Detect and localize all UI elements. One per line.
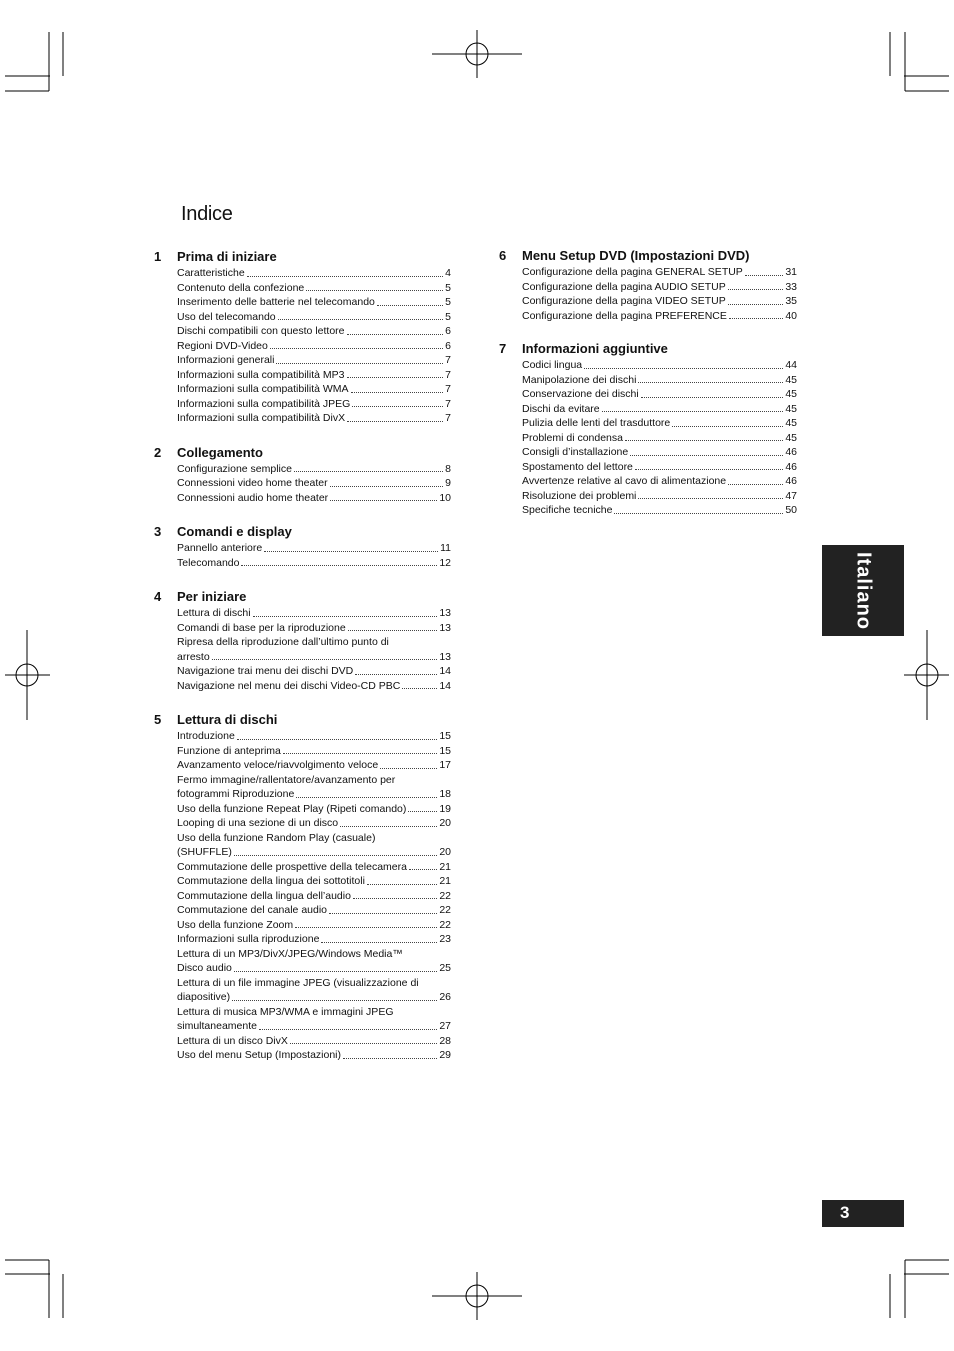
toc-entry-page: 22 bbox=[439, 918, 451, 931]
section-title: Menu Setup DVD (Impostazioni DVD) bbox=[522, 248, 750, 263]
toc-entry-label: Connessioni video home theater bbox=[177, 477, 328, 489]
toc-entry-label: Avanzamento veloce/riavvolgimento veloce bbox=[177, 759, 379, 771]
dot-leader bbox=[602, 411, 784, 412]
toc-entry[interactable] bbox=[177, 1019, 451, 1034]
toc-entry[interactable] bbox=[522, 474, 797, 489]
dot-leader bbox=[340, 826, 437, 827]
toc-entry-label: Commutazione della lingua dei sottotitoli bbox=[177, 875, 365, 887]
dot-leader bbox=[353, 898, 437, 899]
toc-entry[interactable] bbox=[177, 397, 451, 412]
dot-leader bbox=[212, 659, 438, 660]
toc-entry-page: 7 bbox=[445, 383, 451, 395]
toc-entry[interactable] bbox=[522, 373, 797, 388]
toc-section bbox=[499, 341, 797, 518]
toc-entry[interactable] bbox=[177, 368, 451, 383]
toc-entry-label: Introduzione bbox=[177, 730, 235, 742]
toc-entry-label-line[interactable]: Lettura di un file immagine JPEG (visualizzazione di bbox=[177, 976, 419, 989]
dot-leader bbox=[290, 1043, 437, 1044]
toc-entry-page: 14 bbox=[439, 665, 451, 677]
toc-entry-label: arresto bbox=[177, 650, 210, 663]
dot-leader bbox=[728, 289, 784, 290]
dot-leader bbox=[330, 500, 437, 501]
toc-entry[interactable] bbox=[177, 462, 451, 477]
toc-entry[interactable] bbox=[177, 324, 451, 339]
toc-entry[interactable] bbox=[177, 476, 451, 491]
toc-entry-page: 25 bbox=[439, 962, 451, 974]
section-heading bbox=[499, 341, 797, 358]
dot-leader bbox=[630, 455, 783, 456]
toc-entry[interactable] bbox=[522, 431, 797, 446]
toc-entry-label: Informazioni sulla compatibilità DivX bbox=[177, 412, 346, 424]
toc-entry-label: Looping di una sezione di un disco bbox=[177, 817, 339, 829]
dot-leader bbox=[264, 551, 438, 552]
dot-leader bbox=[347, 421, 443, 422]
toc-entry[interactable] bbox=[177, 787, 451, 802]
toc-entry-page: 22 bbox=[439, 889, 451, 902]
toc-entry-label: Dischi da evitare bbox=[522, 402, 600, 415]
toc-entry[interactable] bbox=[522, 503, 797, 518]
toc-entry-label: Commutazione delle prospettive della telecamera bbox=[177, 860, 407, 873]
dot-leader bbox=[402, 688, 437, 689]
section-heading bbox=[154, 712, 451, 729]
toc-entry-label: Commutazione del canale audio bbox=[177, 904, 328, 916]
dot-leader bbox=[321, 942, 437, 943]
toc-entry-page: 50 bbox=[785, 504, 797, 516]
toc-entry-label: Lettura di dischi bbox=[177, 607, 251, 619]
toc-right-column bbox=[499, 248, 797, 518]
dot-leader bbox=[247, 276, 443, 277]
toc-entry[interactable] bbox=[522, 460, 797, 475]
toc-entry-label: Informazioni sulla compatibilità MP3 bbox=[177, 368, 345, 381]
language-tab-label: Italiano bbox=[852, 551, 875, 630]
toc-entry[interactable] bbox=[177, 664, 451, 679]
dot-leader bbox=[377, 305, 443, 306]
toc-entry-page: 46 bbox=[785, 475, 797, 487]
toc-entry-page: 15 bbox=[439, 744, 451, 757]
toc-entry-page: 5 bbox=[445, 281, 451, 294]
toc-entry[interactable] bbox=[177, 679, 451, 694]
toc-entry-page: 14 bbox=[439, 679, 451, 692]
section-heading bbox=[154, 524, 451, 541]
dot-leader bbox=[234, 855, 437, 856]
toc-entry-label: Configurazione della pagina VIDEO SETUP bbox=[522, 295, 726, 307]
section-title: Lettura di dischi bbox=[177, 712, 278, 727]
toc-entry-page: 13 bbox=[439, 607, 451, 619]
toc-entry[interactable] bbox=[522, 489, 797, 504]
toc-entry-label: Connessioni audio home theater bbox=[177, 491, 329, 504]
toc-entry-page: 8 bbox=[445, 462, 451, 475]
toc-entry-page: 7 bbox=[445, 354, 451, 366]
dot-leader bbox=[278, 319, 444, 320]
dot-leader bbox=[232, 1000, 437, 1001]
toc-entry-list bbox=[177, 729, 451, 1063]
toc-entry[interactable] bbox=[177, 353, 451, 368]
toc-entry-page: 6 bbox=[445, 325, 451, 337]
toc-entry[interactable] bbox=[177, 918, 451, 933]
toc-entry-list bbox=[522, 265, 797, 323]
toc-entry[interactable] bbox=[177, 961, 451, 976]
toc-entry-label: Specifiche tecniche bbox=[522, 504, 613, 516]
dot-leader bbox=[729, 318, 783, 319]
dot-leader bbox=[295, 927, 437, 928]
toc-entry[interactable] bbox=[522, 294, 797, 309]
toc-entry-label: Telecomando bbox=[177, 556, 240, 569]
toc-entry[interactable] bbox=[177, 744, 451, 759]
toc-entry-page: 5 bbox=[445, 310, 451, 323]
toc-entry-label-line[interactable]: Lettura di musica MP3/WMA e immagini JPEG bbox=[177, 1005, 394, 1018]
dot-leader bbox=[638, 382, 783, 383]
toc-entry-page: 17 bbox=[439, 759, 451, 771]
dot-leader bbox=[408, 811, 437, 812]
dot-leader bbox=[635, 469, 783, 470]
toc-entry[interactable] bbox=[177, 541, 451, 556]
toc-entry[interactable] bbox=[177, 729, 451, 744]
toc-section bbox=[154, 589, 451, 693]
toc-entry-page: 18 bbox=[439, 788, 451, 800]
toc-entry-label: Informazioni sulla compatibilità WMA bbox=[177, 383, 349, 395]
toc-entry-page: 19 bbox=[439, 802, 451, 815]
toc-entry-label: Navigazione nel menu dei dischi Video-CD PBC bbox=[177, 679, 401, 692]
toc-entry-page: 28 bbox=[439, 1034, 451, 1047]
toc-entry-page: 29 bbox=[439, 1049, 451, 1061]
section-number: 3 bbox=[154, 524, 162, 539]
dot-leader bbox=[294, 471, 443, 472]
toc-section bbox=[154, 249, 451, 426]
toc-entry-label-line[interactable]: Ripresa della riproduzione dall’ultimo punto di bbox=[177, 636, 389, 648]
toc-entry[interactable] bbox=[177, 382, 451, 397]
toc-entry-page: 27 bbox=[439, 1020, 451, 1032]
dot-leader bbox=[253, 616, 438, 617]
toc-entry-label: Consigli d’installazione bbox=[522, 446, 629, 458]
toc-entry[interactable] bbox=[177, 990, 451, 1005]
toc-entry[interactable] bbox=[177, 411, 451, 426]
dot-leader bbox=[625, 440, 783, 441]
toc-entry-page: 26 bbox=[439, 991, 451, 1003]
toc-entry-label: Manipolazione dei dischi bbox=[522, 373, 637, 386]
toc-entry-page: 9 bbox=[445, 477, 451, 489]
toc-entry[interactable] bbox=[522, 358, 797, 373]
toc-entry-label: Informazioni sulla riproduzione bbox=[177, 933, 320, 945]
toc-entry-page: 11 bbox=[440, 542, 451, 554]
dot-leader bbox=[283, 753, 437, 754]
toc-entry[interactable] bbox=[177, 621, 451, 636]
toc-entry[interactable] bbox=[177, 932, 451, 947]
toc-entry-label: Inserimento delle batterie nel telecomando bbox=[177, 296, 375, 308]
dot-leader bbox=[728, 484, 783, 485]
dot-leader bbox=[745, 275, 783, 276]
toc-entry-label: Risoluzione dei problemi bbox=[522, 489, 637, 502]
toc-left-column bbox=[154, 249, 451, 1063]
section-title: Informazioni aggiuntive bbox=[522, 341, 668, 356]
dot-leader bbox=[347, 334, 444, 335]
toc-entry-page: 45 bbox=[785, 431, 797, 444]
toc-entry-label: Conservazione dei dischi bbox=[522, 388, 639, 400]
toc-entry-page: 35 bbox=[785, 295, 797, 307]
dot-leader bbox=[347, 377, 444, 378]
dot-leader bbox=[348, 630, 438, 631]
dot-leader bbox=[329, 913, 437, 914]
toc-entry-page: 46 bbox=[785, 446, 797, 458]
toc-entry-label: fotogrammi Riproduzione bbox=[177, 788, 295, 800]
toc-entry[interactable] bbox=[522, 265, 797, 280]
section-number: 4 bbox=[154, 589, 162, 604]
page-number: 3 bbox=[840, 1203, 850, 1222]
toc-entry-page: 46 bbox=[785, 460, 797, 473]
toc-entry-page: 45 bbox=[785, 373, 797, 386]
dot-leader bbox=[638, 498, 783, 499]
dot-leader bbox=[380, 768, 437, 769]
dot-leader bbox=[296, 797, 437, 798]
dot-leader bbox=[330, 486, 444, 487]
section-title: Prima di iniziare bbox=[177, 249, 277, 264]
toc-entry-page: 7 bbox=[445, 412, 451, 424]
dot-leader bbox=[234, 971, 437, 972]
section-number: 2 bbox=[154, 444, 162, 460]
toc-entry-page: 13 bbox=[439, 650, 451, 663]
section-title: Comandi e display bbox=[177, 524, 292, 539]
toc-entry-label: Disco audio bbox=[177, 962, 232, 974]
dot-leader bbox=[367, 884, 437, 885]
toc-entry-label-line[interactable]: Lettura di un MP3/DivX/JPEG/Windows Media™ bbox=[177, 947, 403, 960]
toc-entry-label: Spostamento del lettore bbox=[522, 460, 633, 473]
toc-entry[interactable] bbox=[177, 556, 451, 571]
toc-entry-page: 6 bbox=[445, 339, 451, 352]
toc-entry-page: 20 bbox=[439, 846, 451, 858]
section-number: 5 bbox=[154, 712, 162, 727]
toc-entry-label: Uso della funzione Repeat Play (Ripeti comando) bbox=[177, 802, 407, 815]
toc-entry[interactable] bbox=[522, 416, 797, 431]
toc-entry-page: 10 bbox=[439, 491, 451, 504]
toc-entry[interactable] bbox=[177, 802, 451, 817]
toc-entry-list bbox=[177, 266, 451, 426]
toc-entry[interactable] bbox=[177, 816, 451, 831]
section-number: 6 bbox=[499, 248, 507, 263]
dot-leader bbox=[641, 397, 784, 398]
toc-entry[interactable] bbox=[177, 339, 451, 354]
toc-entry[interactable] bbox=[177, 845, 451, 860]
toc-entry[interactable] bbox=[177, 295, 451, 310]
toc-entry-label: Avvertenze relative al cavo di alimentazione bbox=[522, 475, 727, 487]
section-number: 1 bbox=[154, 249, 162, 264]
toc-entry-label: Contenuto della confezione bbox=[177, 281, 305, 294]
section-heading bbox=[154, 589, 451, 606]
toc-entry[interactable] bbox=[177, 889, 451, 904]
section-heading bbox=[154, 445, 451, 462]
toc-entry[interactable] bbox=[177, 266, 451, 281]
toc-section bbox=[499, 248, 797, 323]
toc-entry[interactable] bbox=[177, 758, 451, 773]
toc-entry-page: 15 bbox=[439, 730, 451, 742]
toc-entry[interactable] bbox=[177, 1034, 451, 1049]
toc-entry-label: Codici lingua bbox=[522, 359, 583, 371]
toc-entry[interactable] bbox=[522, 387, 797, 402]
dot-leader bbox=[343, 1058, 437, 1059]
toc-section bbox=[154, 445, 451, 506]
dot-leader bbox=[352, 406, 443, 407]
section-title: Per iniziare bbox=[177, 589, 247, 604]
toc-entry-label: Navigazione trai menu dei dischi DVD bbox=[177, 665, 354, 677]
dot-leader bbox=[276, 363, 443, 364]
toc-entry-page: 7 bbox=[445, 368, 451, 381]
toc-entry[interactable] bbox=[522, 402, 797, 417]
dot-leader bbox=[355, 674, 437, 675]
toc-entry-label-line[interactable]: Uso della funzione Random Play (casuale) bbox=[177, 831, 376, 844]
toc-section bbox=[154, 524, 451, 570]
toc-entry-label: Regioni DVD-Video bbox=[177, 339, 268, 352]
toc-entry-label: Configurazione della pagina PREFERENCE bbox=[522, 309, 727, 322]
toc-entry-label: Dischi compatibili con questo lettore bbox=[177, 325, 345, 337]
toc-entry-label: Configurazione della pagina GENERAL SETUP bbox=[522, 266, 743, 278]
toc-entry[interactable] bbox=[522, 280, 797, 295]
toc-entry-label: Funzione di anteprima bbox=[177, 744, 281, 757]
dot-leader bbox=[614, 513, 783, 514]
toc-entry-page: 5 bbox=[445, 296, 451, 308]
dot-leader bbox=[409, 869, 437, 870]
toc-entry-label: Problemi di condensa bbox=[522, 431, 623, 444]
toc-entry-list bbox=[522, 358, 797, 518]
toc-entry[interactable] bbox=[177, 650, 451, 665]
toc-entry-label: Pulizia delle lenti del trasduttore bbox=[522, 417, 671, 429]
toc-entry-label: diapositive) bbox=[177, 991, 231, 1003]
dot-leader bbox=[259, 1029, 437, 1030]
toc-entry[interactable] bbox=[177, 310, 451, 325]
toc-entry-list bbox=[177, 606, 451, 693]
section-heading bbox=[499, 248, 797, 265]
toc-entry-list bbox=[177, 462, 451, 506]
toc-entry-label: Comandi di base per la riproduzione bbox=[177, 621, 346, 634]
toc-entry-label-line[interactable]: Fermo immagine/rallentatore/avanzamento per bbox=[177, 773, 396, 786]
toc-entry-label: Informazioni sulla compatibilità JPEG bbox=[177, 397, 351, 410]
toc-entry-page: 45 bbox=[785, 417, 797, 429]
toc-entry-label: Lettura di un disco DivX bbox=[177, 1034, 288, 1047]
toc-entry-page: 45 bbox=[785, 402, 797, 415]
toc-entry-page: 12 bbox=[439, 556, 451, 569]
toc-section bbox=[154, 712, 451, 1063]
toc-entry[interactable] bbox=[522, 445, 797, 460]
dot-leader bbox=[584, 368, 783, 369]
toc-entry-label: Commutazione della lingua dell’audio bbox=[177, 889, 351, 902]
toc-entry-page: 22 bbox=[439, 904, 451, 916]
toc-entry[interactable] bbox=[177, 606, 451, 621]
toc-entry[interactable] bbox=[177, 1048, 451, 1063]
section-heading bbox=[154, 249, 451, 266]
toc-entry-page: 21 bbox=[439, 860, 451, 873]
toc-entry-page: 20 bbox=[439, 817, 451, 829]
dot-leader bbox=[672, 426, 783, 427]
section-number: 7 bbox=[499, 341, 507, 356]
dot-leader bbox=[351, 392, 444, 393]
toc-entry[interactable] bbox=[177, 874, 451, 889]
toc-entry[interactable] bbox=[177, 491, 451, 506]
toc-entry-label: Configurazione semplice bbox=[177, 462, 292, 475]
toc-entry-label: Caratteristiche bbox=[177, 267, 245, 279]
toc-entry-page: 44 bbox=[785, 359, 797, 371]
toc-entry-label: Uso della funzione Zoom bbox=[177, 918, 294, 931]
toc-entry-label: simultaneamente bbox=[177, 1020, 257, 1032]
toc-entry-page: 33 bbox=[785, 280, 797, 293]
toc-entry-label: Pannello anteriore bbox=[177, 542, 263, 554]
section-title: Collegamento bbox=[177, 444, 263, 460]
dot-leader bbox=[237, 739, 438, 740]
toc-entry-page: 21 bbox=[439, 875, 451, 887]
toc-entry-page: 31 bbox=[785, 266, 797, 278]
toc-entry-label: Uso del menu Setup (Impostazioni) bbox=[177, 1049, 341, 1061]
toc-entry-page: 7 bbox=[445, 397, 451, 410]
dot-leader bbox=[270, 348, 443, 349]
toc-entry-page: 23 bbox=[439, 933, 451, 945]
dot-leader bbox=[306, 290, 443, 291]
toc-entry[interactable] bbox=[522, 309, 797, 324]
toc-entry-label: Informazioni generali bbox=[177, 354, 275, 366]
toc-entry[interactable] bbox=[177, 860, 451, 875]
toc-entry[interactable] bbox=[177, 281, 451, 296]
page-number-box bbox=[822, 1200, 904, 1227]
toc-entry-page: 4 bbox=[445, 267, 451, 279]
page-title: Indice bbox=[181, 203, 233, 225]
toc-entry-page: 45 bbox=[785, 388, 797, 400]
dot-leader bbox=[728, 304, 784, 305]
toc-entry-page: 47 bbox=[785, 489, 797, 502]
toc-entry-label: (SHUFFLE) bbox=[177, 846, 232, 858]
toc-entry-page: 13 bbox=[439, 621, 451, 634]
dot-leader bbox=[241, 565, 437, 566]
toc-entry-page: 40 bbox=[785, 309, 797, 322]
toc-entry-label: Configurazione della pagina AUDIO SETUP bbox=[522, 280, 726, 293]
toc-entry[interactable] bbox=[177, 903, 451, 918]
toc-entry-list bbox=[177, 541, 451, 570]
language-tab bbox=[822, 545, 904, 636]
toc-entry-label: Uso del telecomando bbox=[177, 310, 276, 323]
